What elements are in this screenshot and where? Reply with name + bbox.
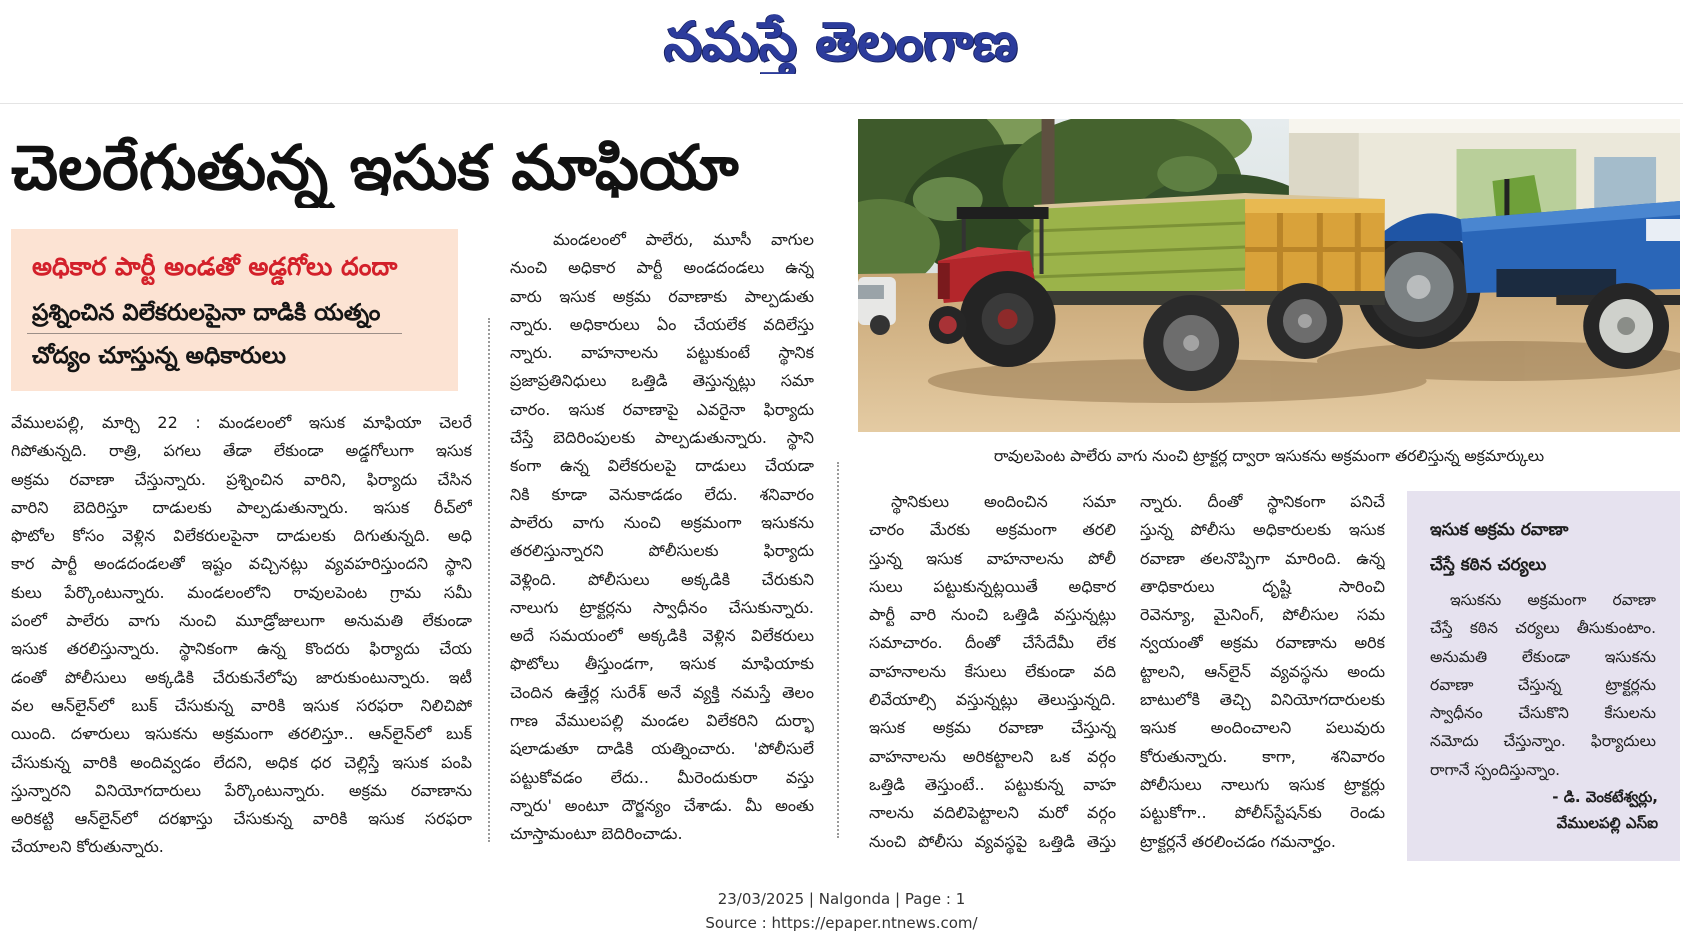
article-line: చేస్తే బెదిరింపులకు పాల్పడుతున్నారు. స్థాని: [510, 428, 814, 448]
sidebar-body-line: అనుమతి లేకుండా ఇసుకను: [1430, 647, 1656, 666]
footer-edition: 23/03/2025 | Nalgonda | Page : 1: [717, 890, 966, 908]
masthead-rule: [0, 103, 1683, 104]
article-line: పోలీసులు నాలుగు ఇసుక ట్రాక్టర్లు: [1140, 774, 1385, 794]
masthead-logo: నమస్తే తెలంగాణ: [664, 10, 1018, 73]
article-line: వెళ్లింది. పోలీసులు అక్కడికి చేరుకుని: [510, 569, 814, 589]
article-line: చేయాలని కోరుతున్నారు.: [11, 837, 164, 857]
highlight-subhead: ప్రశ్నించిన విలేకరులపైనా దాడికి యత్నం: [32, 300, 381, 326]
sidebar-title: [1430, 513, 1665, 583]
article-line: లివేయాల్సి వస్తున్నట్లు తెలుస్తున్నది.: [869, 690, 1116, 710]
article-column-4: [1140, 488, 1385, 860]
article-line: వారు ఇసుక అక్రమ రవాణాకు పాల్పడుతు: [510, 286, 814, 306]
article-line: నాలను వదిలిపెట్టాలని మరో వర్గం: [869, 803, 1116, 823]
article-column-2: [510, 226, 814, 856]
footer-source: Source : https://epaper.ntnews.com/: [705, 914, 978, 932]
article-line: కోరుతున్నారు. కాగా, శనివారం: [1140, 746, 1385, 766]
article-line: న్నారు. దీంతో స్థానికంగా పనిచే: [1140, 492, 1385, 511]
sidebar-signature-role: వేములపల్లి ఎస్ఐ: [1556, 814, 1658, 832]
article-line: పంలో పాలేరు వాగు నుంచి మూడ్రోజులుగా అనుమతి లేకుండా: [11, 611, 472, 631]
subhead-rule: [27, 333, 402, 334]
article-line: వారిని బెదిరిస్తూ దాడులకు పాల్పడుతున్నారు. ఇసుక రీచ్‌లో: [11, 497, 472, 517]
article-line: గిపోతున్నది. రాత్రి, పగలు తేడా లేకుండా అడ్డగోలుగా ఇసుక: [11, 441, 472, 461]
sidebar-body-line: రవాణా చేస్తున్న ట్రాక్టర్లను: [1430, 675, 1656, 694]
article-column-1: [11, 409, 472, 869]
news-photo: [858, 119, 1680, 432]
article-line: కులు పేర్కొంటున్నారు. మండలంలోని రావులపెంట గ్రామ సమీ: [11, 582, 472, 602]
article-line: డంతో పోలీసులు అక్కడికి చేరుకునేలోపు జారుకుంటున్నారు. ఇటీ: [11, 667, 472, 687]
sidebar-signature-name: - డి. వెంకటేశ్వర్లు,: [1552, 788, 1658, 806]
article-line: వల ఆన్‌లైన్‌లో బుక్ చేసుకున్న వారికి ఇసుక సరఫరా నిలిచిపో: [11, 695, 472, 715]
article-line: మండలంలో పాలేరు, మూసీ వాగుల: [553, 230, 814, 249]
article-line: తరలిస్తున్నారని పోలీసులకు ఫిర్యాదు: [510, 541, 814, 561]
sidebar-box: [1407, 491, 1680, 861]
article-line: సులు పట్టుకున్నట్లయితే అధికార: [869, 576, 1116, 596]
article-line: ఇసుక అందించాలని పలువురు: [1140, 718, 1385, 738]
article-line: చారం. ఇసుక రవాణాపై ఎవరైనా ఫిర్యాదు: [510, 399, 814, 419]
sidebar-body-line: నమోదు చేస్తున్నాం. ఫిర్యాదులు: [1430, 732, 1656, 751]
column-divider: [837, 462, 839, 838]
photo-caption: రావులపెంట పాలేరు వాగు నుంచి ట్రాక్టర్ల ద్వారా ఇసుకను అక్రమంగా తరలిస్తున్న అక్రమార్కులు: [993, 447, 1545, 465]
article-line: అక్రమ రవాణా చేస్తున్నారు. ప్రశ్నించిన వారిని, ఫిర్యాదు చేసిన: [11, 469, 472, 489]
article-line: స్తున్న పోలీసు అధికారులకు ఇసుక: [1140, 520, 1385, 540]
article-line: న్నారు. వాహనాలను పట్టుకుంటే స్థానిక: [510, 343, 814, 363]
article-line: యింది. దళారులు ఇసుకను అక్రమంగా తరలిస్తూ.. ఆన్‌లైన్‌లో బుక్: [11, 724, 472, 744]
article-line: షలాడుతూ దాడికి యత్నించారు. 'పోలీసులే: [510, 739, 814, 759]
article-line: గాణ వేములపల్లి మండల విలేకరిని దుర్భా: [510, 711, 814, 731]
article-line: ఫొటోలు తీస్తుండగా, ఇసుక మాఫియాకు: [510, 654, 814, 674]
article-line: నుంచి అధికార పార్టీ అండదండలు ఉన్న: [510, 258, 814, 278]
article-line: పార్టీ వారి నుంచి ఒత్తిడి వస్తున్నట్లు: [869, 605, 1116, 625]
article-line: స్తున్న ఇసుక వాహనాలను పోలీ: [869, 548, 1116, 568]
article-line: ప్రజాప్రతినిధులు ఒత్తిడి తెస్తున్నట్లు సమా: [510, 371, 814, 391]
article-line: పాలేరు వాగు నుంచి అక్రమంగా ఇసుకను: [510, 512, 814, 532]
article-line: అరికట్టి ఆన్‌లైన్‌లో దరఖాస్తు చేసుకున్న వారికి ఇసుక సరఫరా: [11, 809, 472, 829]
article-line: కంగా ఉన్న విలేకరులపై దాడులు చేయడా: [510, 456, 814, 476]
article-line: న్నారు' అంటూ దౌర్జన్యం చేశాడు. మీ అంతు: [510, 795, 814, 815]
article-line: రెవెన్యూ, మైనింగ్, పోలీసుల సమ: [1140, 605, 1385, 625]
article-column-3: [869, 488, 1116, 860]
article-line: న్నారు. అధికారులు ఏం చేయలేక వదిలేస్తు: [510, 314, 814, 334]
article-line: బాటులోకి తెచ్చి వినియోగదారులకు: [1140, 690, 1385, 710]
article-line: వాహనాలను కేసులు లేకుండా వది: [869, 661, 1116, 681]
sidebar-body-line: రాగానే స్పందిస్తున్నాం.: [1430, 760, 1561, 779]
article-line: నాలుగు ట్రాక్టర్లను స్వాధీనం చేసుకున్నారు.: [510, 597, 814, 617]
sidebar-body-line: చేస్తే కఠిన చర్యలు తీసుకుంటాం.: [1430, 619, 1656, 638]
article-line: ఇసుక అక్రమ రవాణా చేస్తున్న: [869, 718, 1116, 738]
article-line: చారం మేరకు అక్రమంగా తరలి: [869, 520, 1116, 540]
sidebar-title-line: ఇసుక అక్రమ రవాణా: [1430, 520, 1569, 540]
highlight-subhead: చోద్యం చూస్తున్న అధికారులు: [32, 343, 287, 369]
article-line: పట్టుకోగా.. పోలీస్‌స్టేషన్‌కు రెండు: [1140, 803, 1385, 823]
article-line: స్తున్నారని వినియోగదారులు పేర్కొంటున్నారు. అక్రమ రవాణాను: [11, 780, 472, 800]
sidebar-body: [1430, 586, 1656, 784]
article-line: న్వయంతో అక్రమ రవాణాను అరిక: [1140, 633, 1385, 653]
article-line: అదే సమయంలో అక్కడికి వెళ్లిన విలేకరులు: [510, 626, 814, 646]
article-line: నుంచి పోలీసు వ్యవస్థపై ఒత్తిడి తెస్తు: [869, 831, 1116, 851]
article-line: వాహనాలను అరికట్టాలని ఒక వర్గం: [869, 746, 1116, 766]
article-line: ఇసుక తరలిస్తున్నారు. స్థానికంగా ఉన్న కొందరు ఫిర్యాదు చేయ: [11, 639, 472, 659]
article-line: చెందిన ఉత్తేర్ల సురేశ్ అనే వ్యక్తి నమస్తే తెలం: [510, 682, 814, 702]
article-line: ఒత్తిడి తెస్తుంటే.. పట్టుకున్న వాహ: [869, 774, 1116, 794]
sidebar-title-line: చేస్తే కఠిన చర్యలు: [1430, 555, 1547, 575]
article-line: వేములపల్లి, మార్చి 22 : మండలంలో ఇసుక మాఫియా చెలరే: [11, 413, 472, 432]
article-line: స్థానికులు అందించిన సమా: [891, 492, 1116, 511]
article-line: చూస్తామంటూ బెదిరించాడు.: [510, 824, 683, 844]
article-line: చేసుకున్న వారికి అందివ్వడం లేదని, అధిక ధర చెల్లిస్తే ఇసుక పంపి: [11, 752, 472, 772]
sidebar-body-line: ఇసుకను అక్రమంగా రవాణా: [1450, 591, 1656, 609]
article-line: సమాచారం. దీంతో చేసేదేమీ లేక: [869, 633, 1116, 653]
sidebar-body-line: స్వాధీనం చేసుకొని కేసులను: [1430, 704, 1656, 723]
highlight-box: [11, 229, 458, 391]
article-line: నికి కూడా వెనుకాడడం లేదు. శనివారం: [510, 484, 814, 504]
article-line: కార పార్టీ అండదండలతో ఇష్టం వచ్చినట్లు వ్యవహరిస్తుందని స్థాని: [11, 554, 472, 574]
article-line: ట్టాలని, ఆన్‌లైన్ వ్యవస్థను అందు: [1140, 661, 1385, 681]
article-line: ట్రాక్టర్లనే తరలించడం గమనార్హం.: [1140, 831, 1336, 851]
column-divider: [488, 318, 490, 842]
article-headline: చెలరేగుతున్న ఇసుక మాఫియా: [11, 131, 739, 204]
article-line: తాధికారులు దృష్టి సారించి: [1140, 576, 1385, 596]
article-line: ఫొటోల కోసం వెళ్లిన విలేకరులపైనా దాడులకు దిగుతున్నది. అధి: [11, 526, 472, 546]
highlight-kicker: అధికార పార్టీ అండతో అడ్డగోలు దందా: [32, 252, 398, 281]
article-line: రవాణా తలనొప్పిగా మారింది. ఉన్న: [1140, 548, 1385, 568]
article-line: పట్టుకోవడం లేదు.. మీరెందుకురా వస్తు: [510, 767, 814, 787]
